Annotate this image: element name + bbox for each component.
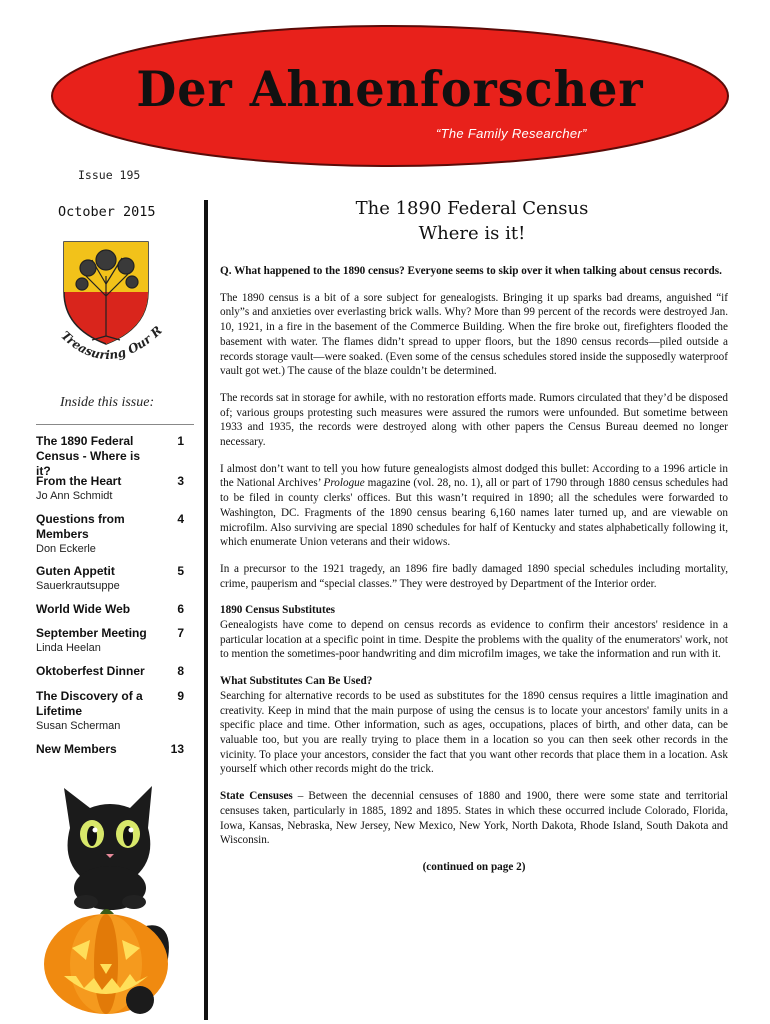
toc-title: New Members bbox=[36, 742, 117, 756]
inside-rule bbox=[36, 424, 194, 425]
article-title-line2: Where is it! bbox=[418, 223, 526, 244]
article-body bbox=[220, 264, 728, 875]
toc-item[interactable] bbox=[36, 664, 192, 679]
column-divider bbox=[204, 200, 208, 1020]
toc-author: Sauerkrautsuppe bbox=[36, 580, 120, 592]
masthead bbox=[48, 22, 732, 170]
article-paragraph: The records sat in storage for awhile, with no restoration efforts made. Rumors circulated that they’d be disposed of; various groups protesting such measures were assured the rumors were unfounded. But sometime between 1933 and 1935, the records were destroyed along with other papers the Census Bureau deemed no longer necessary. bbox=[220, 391, 728, 449]
toc-title: From the Heart bbox=[36, 474, 122, 488]
article-paragraph bbox=[220, 462, 728, 550]
toc-title: The 1890 Federal Census - Where is it? bbox=[36, 434, 141, 478]
issue-date: October 2015 bbox=[58, 204, 156, 220]
toc-title: Questions from Members bbox=[36, 512, 125, 541]
inline-heading: State Censuses bbox=[220, 790, 293, 803]
article-text: Genealogists have come to depend on census records as evidence to confirm their ancestors' residence in a particular location at a specific point in time. Despite the problems with the quality of the enumerators' work, not to mention the sometimes-poor handwriting and dim microfilm images, we take the information and run with it. bbox=[220, 619, 728, 661]
article-section bbox=[220, 789, 728, 848]
toc-author: Jo Ann Schmidt bbox=[36, 490, 113, 502]
toc-title: Oktoberfest Dinner bbox=[36, 664, 145, 678]
crest-logo bbox=[52, 236, 172, 378]
inside-heading: Inside this issue: bbox=[60, 395, 155, 410]
toc-page: 3 bbox=[177, 474, 184, 488]
toc-item[interactable] bbox=[36, 742, 192, 757]
toc-item[interactable] bbox=[36, 434, 192, 479]
newsletter-title: Der Ahnenforscher bbox=[136, 60, 644, 118]
toc-item[interactable] bbox=[36, 474, 192, 503]
article-text: – Between the decennial censuses of 1880 and 1900, there were some state and territorial censuses taken, particularly in 1885, 1892 and 1895. States in which these occurred include Colorado, Florida, Iowa, Kansas, Nebraska, New Jersey, New Mexico, New York, North Dakota, Rhode Island, South Dakota and Wisconsin. bbox=[220, 790, 728, 847]
article-title bbox=[212, 196, 732, 246]
toc-item[interactable] bbox=[36, 512, 192, 556]
newsletter-subtitle: “The Family Researcher” bbox=[436, 126, 587, 141]
article-paragraph: The 1890 census is a bit of a sore subject for genealogists. Bringing it up sparks bad dreams, anguished “if only”s and anxieties over everlasting brick walls. Why? More than 99 percent of the records were destroyed Jan. 10, 1921, in a fire in the basement of the Commerce Building. When the fire broke out, firefighters flooded the basement with water. The flames didn’t spread to upper floors, but the 1890 census records—piled outside a records storage vault—were soaked. (Even some of the census schedules stored inside the supposedly waterproof vault got wet.) The cause of the blaze couldn’t be determined. bbox=[220, 291, 728, 378]
toc-title: The Discovery of a Lifetime bbox=[36, 689, 143, 718]
section-heading: 1890 Census Substitutes bbox=[220, 604, 336, 617]
section-heading: What Substitutes Can Be Used? bbox=[220, 675, 373, 688]
svg-text:Treasuring Our Roots: Treasuring Our R bbox=[58, 323, 165, 363]
magazine-name: Prologue bbox=[323, 477, 365, 490]
toc-item[interactable] bbox=[36, 626, 192, 655]
toc-page: 7 bbox=[177, 626, 184, 640]
toc-title: September Meeting bbox=[36, 626, 147, 640]
toc-title: World Wide Web bbox=[36, 602, 131, 616]
article-paragraph: In a precursor to the 1921 tragedy, an 1896 fire badly damaged 1890 special schedules including mortality, crime, pauperism and “special classes.” They were destroyed by Department of the Interior order. bbox=[220, 562, 728, 590]
article-section bbox=[220, 603, 728, 662]
toc-page: 1 bbox=[177, 434, 184, 448]
toc-item[interactable] bbox=[36, 564, 192, 593]
toc-item[interactable] bbox=[36, 602, 192, 617]
halloween-cat-pumpkin-image bbox=[40, 768, 180, 1018]
toc-author: Don Eckerle bbox=[36, 543, 96, 555]
toc-page: 13 bbox=[170, 742, 184, 756]
continued-note[interactable]: (continued on page 2) bbox=[422, 860, 526, 873]
article-text: Searching for alternative records to be used as substitutes for the 1890 census requires a little imagination and creativity. Keep in mind that the main purpose of using the census is to locate your ancestors' family units in a specific place and time. Other information, such as ages, occupations, places of birth, and other data, can be valuable too, but you are really trying to place them in a location so you can then seek other records in the vicinity. To place your ancestors, consider the fact that you want other records that place them in a location. Ask yourself which other records might do the trick. bbox=[220, 689, 728, 776]
toc-page: 6 bbox=[177, 602, 184, 616]
toc-page: 5 bbox=[177, 564, 184, 578]
article-question: Q. What happened to the 1890 census? Everyone seems to skip over it when talking about census records. bbox=[220, 265, 722, 277]
toc-item[interactable] bbox=[36, 689, 192, 733]
toc-title: Guten Appetit bbox=[36, 564, 115, 578]
toc-page: 8 bbox=[177, 664, 184, 678]
article-section bbox=[220, 674, 728, 777]
toc-page: 9 bbox=[177, 689, 184, 703]
article-text: magazine (vol. 28, no. 1), all or part of 1790 through 1880 census schedules had to be filed in county clerks' offices. But this wasn’t required in 1890; all the schedules were forwarded to Washington, DC. Fragments of the 1890 census bearing 6,160 names later turned up, and are viewable on microfilm. Also surviving are special 1890 schedules for half of Kentucky and states alphabetically following it, which enumerate Union veterans and their widows. bbox=[220, 477, 728, 549]
toc-author: Linda Heelan bbox=[36, 642, 101, 654]
toc-page: 4 bbox=[177, 512, 184, 526]
toc-author: Susan Scherman bbox=[36, 720, 121, 732]
article-text: I almost don’t want to tell you how future genealogists almost dodged this bullet: According to a 1996 article in the National Archives’ bbox=[220, 462, 728, 490]
issue-number: Issue 195 bbox=[78, 168, 141, 182]
article-title-line1: The 1890 Federal Census bbox=[355, 198, 589, 219]
